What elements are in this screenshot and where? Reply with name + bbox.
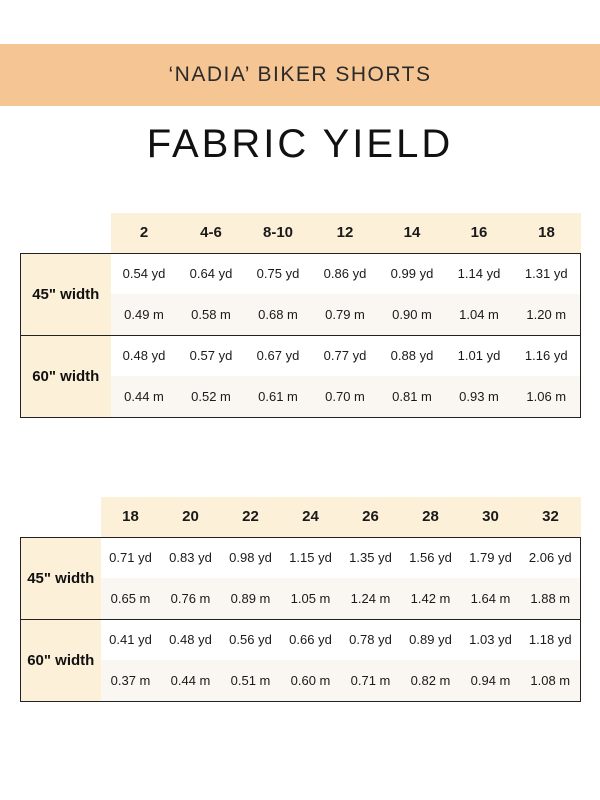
yield-yd-cell: 0.41 yd (101, 619, 161, 660)
row-label-60-width: 60" width (21, 619, 101, 701)
size-header: 2 (111, 213, 178, 253)
yield-m-cell: 0.60 m (281, 660, 341, 701)
yield-m-cell: 0.79 m (312, 294, 379, 335)
page-title: FABRIC YIELD (146, 122, 454, 166)
yield-yd-cell: 0.64 yd (178, 253, 245, 294)
yield-m-cell: 0.94 m (461, 660, 521, 701)
size-header: 18 (513, 213, 581, 253)
yield-yd-cell: 1.16 yd (513, 335, 581, 376)
row-label-45-width: 45" width (21, 537, 101, 619)
size-header: 20 (161, 497, 221, 537)
yield-m-cell: 1.08 m (521, 660, 581, 701)
yield-yd-cell: 0.98 yd (221, 537, 281, 578)
row-label-45-width: 45" width (21, 253, 111, 335)
yield-m-cell: 1.20 m (513, 294, 581, 335)
yield-yd-cell: 0.56 yd (221, 619, 281, 660)
yield-m-cell: 0.49 m (111, 294, 178, 335)
table-row (21, 619, 581, 660)
yield-yd-cell: 0.89 yd (401, 619, 461, 660)
yield-m-cell: 0.68 m (245, 294, 312, 335)
yield-yd-cell: 0.54 yd (111, 253, 178, 294)
fabric-yield-table-small-sizes (20, 213, 581, 418)
yield-m-cell: 0.89 m (221, 578, 281, 619)
yield-m-cell: 0.44 m (161, 660, 221, 701)
yield-yd-cell: 0.57 yd (178, 335, 245, 376)
table-row (21, 660, 581, 701)
size-header: 28 (401, 497, 461, 537)
size-header: 24 (281, 497, 341, 537)
yield-m-cell: 0.52 m (178, 376, 245, 417)
yield-yd-cell: 0.99 yd (379, 253, 446, 294)
yield-m-cell: 1.88 m (521, 578, 581, 619)
yield-yd-cell: 1.31 yd (513, 253, 581, 294)
yield-yd-cell: 0.88 yd (379, 335, 446, 376)
table-row (21, 537, 581, 578)
yield-yd-cell: 0.75 yd (245, 253, 312, 294)
yield-yd-cell: 0.83 yd (161, 537, 221, 578)
corner-cell (21, 213, 111, 253)
yield-m-cell: 0.93 m (446, 376, 513, 417)
yield-yd-cell: 2.06 yd (521, 537, 581, 578)
yield-yd-cell: 0.71 yd (101, 537, 161, 578)
yield-m-cell: 0.37 m (101, 660, 161, 701)
size-header-row (21, 213, 581, 253)
size-header: 12 (312, 213, 379, 253)
yield-yd-cell: 1.01 yd (446, 335, 513, 376)
size-header: 18 (101, 497, 161, 537)
size-header: 22 (221, 497, 281, 537)
yield-yd-cell: 1.35 yd (341, 537, 401, 578)
yield-m-cell: 0.76 m (161, 578, 221, 619)
yield-m-cell: 1.06 m (513, 376, 581, 417)
size-header: 4-6 (178, 213, 245, 253)
table-row (21, 578, 581, 619)
size-header: 32 (521, 497, 581, 537)
yield-m-cell: 0.81 m (379, 376, 446, 417)
yield-yd-cell: 0.67 yd (245, 335, 312, 376)
yield-m-cell: 0.61 m (245, 376, 312, 417)
yield-yd-cell: 0.48 yd (111, 335, 178, 376)
yield-m-cell: 1.64 m (461, 578, 521, 619)
fabric-yield-table-large-sizes (20, 497, 581, 702)
yield-m-cell: 0.82 m (401, 660, 461, 701)
yield-yd-cell: 1.14 yd (446, 253, 513, 294)
yield-m-cell: 0.70 m (312, 376, 379, 417)
size-header-row (21, 497, 581, 537)
yield-m-cell: 1.04 m (446, 294, 513, 335)
pattern-name: ‘NADIA’ BIKER SHORTS (168, 63, 432, 86)
size-header: 26 (341, 497, 401, 537)
size-header: 30 (461, 497, 521, 537)
yield-yd-cell: 0.78 yd (341, 619, 401, 660)
yield-m-cell: 0.58 m (178, 294, 245, 335)
yield-m-cell: 1.24 m (341, 578, 401, 619)
yield-m-cell: 1.05 m (281, 578, 341, 619)
size-header: 8-10 (245, 213, 312, 253)
yield-yd-cell: 1.56 yd (401, 537, 461, 578)
row-label-60-width: 60" width (21, 335, 111, 417)
yield-m-cell: 0.90 m (379, 294, 446, 335)
yield-m-cell: 1.42 m (401, 578, 461, 619)
yield-yd-cell: 0.48 yd (161, 619, 221, 660)
yield-m-cell: 0.44 m (111, 376, 178, 417)
yield-yd-cell: 1.15 yd (281, 537, 341, 578)
yield-yd-cell: 0.77 yd (312, 335, 379, 376)
yield-m-cell: 0.51 m (221, 660, 281, 701)
header-banner (0, 44, 600, 106)
yield-yd-cell: 1.18 yd (521, 619, 581, 660)
yield-yd-cell: 1.03 yd (461, 619, 521, 660)
yield-yd-cell: 1.79 yd (461, 537, 521, 578)
corner-cell (21, 497, 101, 537)
size-header: 14 (379, 213, 446, 253)
yield-m-cell: 0.65 m (101, 578, 161, 619)
yield-m-cell: 0.71 m (341, 660, 401, 701)
size-header: 16 (446, 213, 513, 253)
table-row (21, 335, 581, 376)
table-row (21, 253, 581, 294)
yield-yd-cell: 0.66 yd (281, 619, 341, 660)
yield-yd-cell: 0.86 yd (312, 253, 379, 294)
